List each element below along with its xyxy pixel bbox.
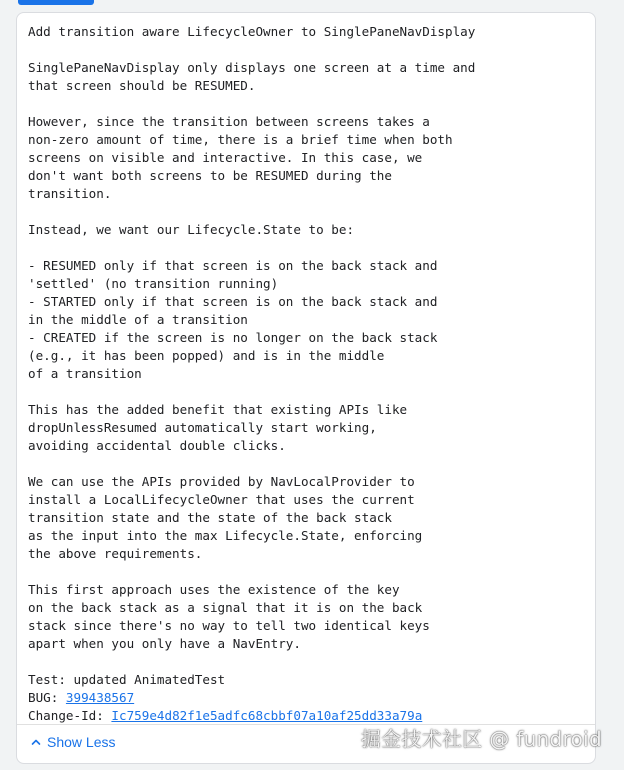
active-tab-indicator bbox=[18, 0, 94, 5]
commit-message bbox=[28, 23, 588, 725]
chevron-up-icon bbox=[31, 737, 41, 747]
change-id-label: Change-Id: bbox=[28, 708, 112, 723]
show-less-label: Show Less bbox=[47, 734, 116, 750]
watermark: 掘金技术社区 @ fundroid bbox=[360, 727, 602, 751]
show-less-button[interactable] bbox=[31, 734, 115, 750]
commit-message-card bbox=[16, 12, 596, 764]
commit-message-body: Add transition aware LifecycleOwner to SinglePaneNavDisplay SinglePaneNavDisplay only displays one screen at a time and that screen should be RESUMED. However, since the transition between screens takes a non-zero amount of time, there is a brief time when both screens on visible and interactive. In this case, we don't want both screens to be RESUMED during the transition. Instead, we want our Lifecycle.State to be: - RESUMED only if that screen is on the back stack and 'settled' (no transition running) - STARTED only if that screen is on the back stack and in the middle of a transition - CREATED if the screen is no longer on the back stack (e.g., it has been popped) and is in the middle of a transition This has the added benefit that existing APIs like dropUnlessResumed automatically start working, avoiding accidental double clicks. We can use the APIs provided by NavLocalProvider to install a LocalLifecycleOwner that uses the current transition state and the state of the back stack as the input into the max Lifecycle.State, enforcing the above requirements. This first approach uses the existence of the key on the back stack as a signal that it is on the back stack since there's no way to tell two identical keys apart when you only have a NavEntry. Test: updated AnimatedTest bbox=[28, 24, 476, 687]
bug-link[interactable]: 399438567 bbox=[65, 690, 135, 705]
change-id-link[interactable]: Ic759e4d82f1e5adfc68cbbf07a10af25dd33a79a bbox=[111, 708, 423, 723]
bug-label: BUG: bbox=[28, 690, 66, 705]
